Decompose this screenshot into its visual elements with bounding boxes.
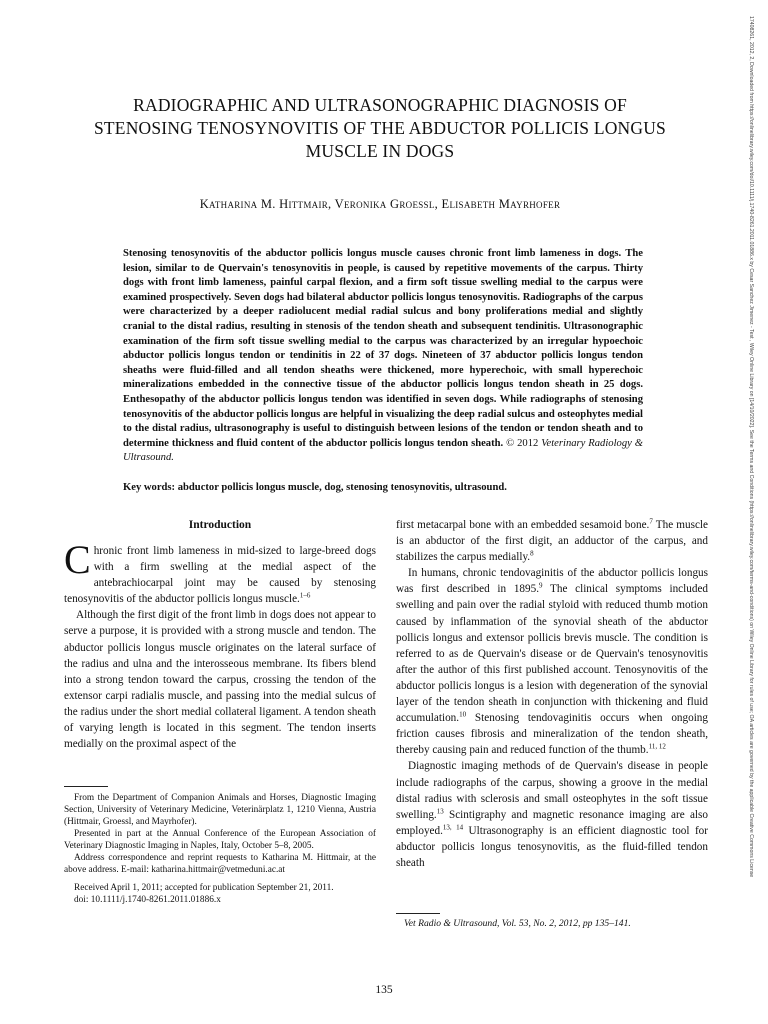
intro-p1-text: hronic front limb lameness in mid-sized to large-breed dogs with a firm swelling at the medial aspect of the antebrachiocarpal joint may be caused by stenosing tenosynovitis of the abductor pollicis longus muscle. <box>64 545 376 606</box>
right-p2c-text: Stenosing tendovaginitis occurs when ongoing friction causes fibrosis and mineralization of the tendon sheath, thereby causing pain and reduced function of the thumb. <box>396 712 708 757</box>
footnote-address: Address correspondence and reprint requests to Katharina M. Hittmair, at the above address. E-mail: katharina.hittmair@vetmeduni.ac.at <box>64 853 376 875</box>
footnote-received: Received April 1, 2011; accepted for publication September 21, 2011. <box>74 883 334 893</box>
citation-ref: 13, 14 <box>442 823 464 832</box>
title-line: RADIOGRAPHIC AND ULTRASONOGRAPHIC DIAGNOSIS OF <box>133 95 627 115</box>
section-heading-introduction: Introduction <box>188 519 252 531</box>
citation-ref: 13 <box>436 806 444 815</box>
right-paragraph-2 <box>396 565 708 758</box>
right-p2b-text: The clinical symptoms included swelling and pain over the radial styloid with reduced thumb motion caused by inflammation of the synovial sheath of the abductor pollicis longus and extensor pollicis brevis muscle. The condition is referred to as de Quervain's disease or de Quervain's tenosynovitis after the author of this first published account. Tenosynovitis of the abductor pollicis longus is a lesion with degeneration of the synovial layer of the tendon sheath in conjunction with thickening and fluid accumulation. <box>396 583 708 725</box>
intro-paragraph-2: Although the first digit of the front limb in dogs does not appear to serve a purpose, it is provided with a strong muscle and tendon. The abductor pollicis longus muscle originates on the lateral surface of the radius and ulna and the interosseous membrane. Its fibers blend into a strong tendon toward the carpus, crossing the tendon of the extensor carpi radialis muscle, and passing into the medial sulcus of the radius under the short medial collateral ligament. A tendon sheath of varying length is located in this segment. The tendon inserts medially on the proximal aspect of the <box>64 609 376 751</box>
citation-ref: 8 <box>530 549 534 558</box>
citation-ref: 9 <box>539 581 543 590</box>
journal-divider <box>396 913 440 914</box>
right-paragraph-1 <box>396 517 708 565</box>
keywords: Key words: abductor pollicis longus muscle, dog, stenosing tenosynovitis, ultrasound. <box>123 482 507 493</box>
title-line: STENOSING TENOSYNOVITIS OF THE ABDUCTOR POLLICIS LONGUS <box>93 118 666 138</box>
right-p3c-text: Ultrasonography is an efficient diagnostic tool for abductor pollicis longus tenosynovitis, as the fluid-filled tendon sheath <box>396 824 708 869</box>
right-paragraph-3 <box>396 758 708 871</box>
intro-paragraph-1 <box>64 537 376 607</box>
footnote-affiliation: From the Department of Companion Animals and Horses, Diagnostic Imaging Section, University of Veterinary Medicine, Veterinärplatz 1, 1210 Vienna, Austria (Hittmair, Groessl, and Mayrhofer). <box>64 793 376 827</box>
footnote-presented: Presented in part at the Annual Conference of the European Association of Veterinary Diagnostic Imaging in Naples, Italy, October 5–8, 2005. <box>64 829 376 851</box>
right-p2a-text: In humans, chronic tendovaginitis of the abductor pollicis longus was first described in 1895. <box>396 567 708 596</box>
download-margin-note: 17408261, 2012, 2, Downloaded from https://onlinelibrary.wiley.com/doi/10.1111/j.1740-8261.2011.01886.x by Cesar Sanchez Jimenez - Test , Wiley Online Library on [14/10/2022]. See the Terms and Conditions (https://onlinelibrary.wiley.com/terms-and-conditions) on Wiley Online Library for rules of use; OA articles are governed by the applicable Creative Commons License <box>748 16 754 878</box>
page-number: 135 <box>375 984 393 996</box>
author-list: Katharina M. Hittmair, Veronika Groessl, Elisabeth Mayrhofer <box>199 197 561 211</box>
journal-citation: Vet Radio & Ultrasound, Vol. 53, No. 2, 2012, pp 135–141. <box>404 918 631 929</box>
right-p3b-text: Scintigraphy and magnetic resonance imaging are also employed. <box>396 808 708 837</box>
footnote-doi: doi: 10.1111/j.1740-8261.2011.01886.x <box>74 895 221 905</box>
abstract-text: Stenosing tenosynovitis of the abductor pollicis longus muscle causes chronic front limb lameness in dogs. The lesion, similar to de Quervain's tenosynovitis in people, is caused by repetitive movements of the carpus. Thirty dogs with front limb lameness, painful carpal flexion, and a firm soft tissue swelling medial to the carpus were examined prospectively. Seven dogs had bilateral abductor pollicis longus tenosynovitis. Radiographs of the carpus were characterized by a deeper radiolucent medial radial sulcus and bony proliferations medial and slightly cranial to the distal radius, resulting in stenosis of the tendon sheath and subsequent tendinitis. Ultrasonographic examination of the firm soft tissue swelling medial to the carpus was characterized by an irregular hypoechoic abductor pollicis longus tendon or tendinitis in 22 of 37 dogs. Nineteen of 37 abductor pollicis longus tendon sheaths were fluid-filled and all tendon sheaths were thickened, more hyperechoic, with small hyperechoic mineralizations embedded in the connective tissue of the abductor pollicis longus tendon sheath in 25 dogs. Enthesopathy of the abductor pollicis longus tendon was identified in seven dogs. While radiographs of stenosing tenosynovitis of the abductor pollicis longus are helpful in visualizing the deep radial sulcus and osteophytes medial to the distal radius, ultrasonography is useful to distinguish between lesions of the tendon or tendon sheath and to determine thickness and fluid content of the abductor pollicis longus tendon sheath. <box>123 248 643 449</box>
abstract <box>123 247 643 466</box>
drop-cap: C <box>64 537 91 582</box>
article-title <box>70 94 690 163</box>
citation-ref: 10 <box>459 710 467 719</box>
title-line: MUSCLE IN DOGS <box>305 141 455 161</box>
right-p1b-text: The muscle is an abductor of the first digit, an adductor of the carpus, and stabilizes the carpus medially. <box>396 519 708 564</box>
left-column <box>64 517 376 752</box>
right-p3a-text: Diagnostic imaging methods of de Quervain's disease in people include radiographs of the carpus, showing a groove in the medial distal radius with sclerosis and small osteophytes in the soft tissue swelling. <box>396 760 708 821</box>
abstract-journal: Veterinary Radiology & Ultrasound. <box>123 437 644 464</box>
citation-ref: 7 <box>649 517 653 526</box>
abstract-copyright: © 2012 <box>506 437 539 449</box>
citation-ref: 11, 12 <box>648 742 666 751</box>
right-p1-text: first metacarpal bone with an embedded sesamoid bone. <box>396 519 650 531</box>
footnotes <box>64 792 376 906</box>
right-column <box>396 517 708 871</box>
footnote-divider <box>64 786 108 787</box>
citation-ref: 1–6 <box>299 591 311 600</box>
